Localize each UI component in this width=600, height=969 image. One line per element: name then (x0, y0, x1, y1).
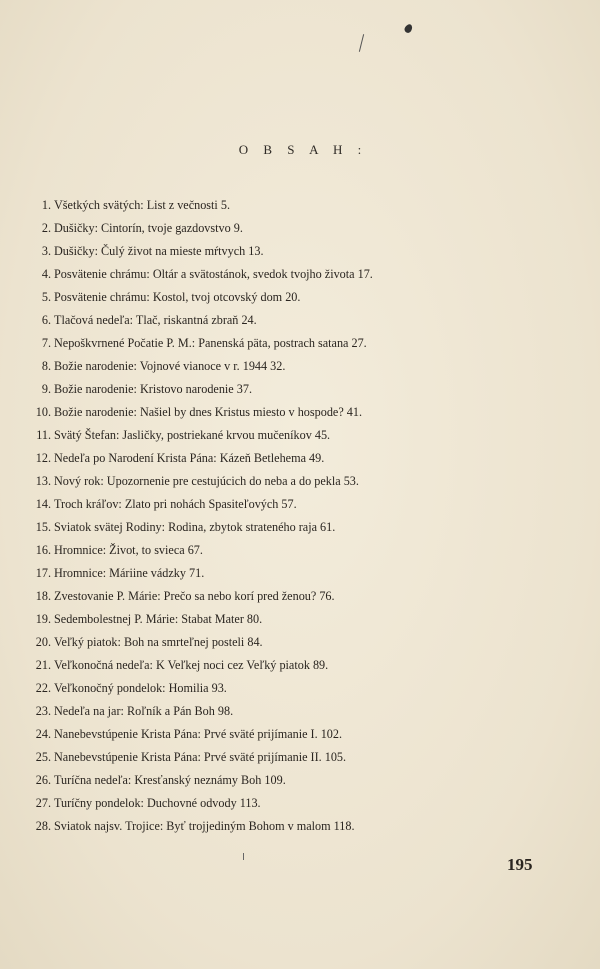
entry-number: 2. (41, 221, 51, 235)
entry-text: Dušičky: Čulý život na mieste mŕtvych 13. (54, 244, 264, 258)
entry-number: 22. (35, 681, 51, 695)
entry-number: 19. (35, 612, 51, 626)
entry-text: Božie narodenie: Vojnové vianoce v r. 1944 32. (54, 359, 286, 373)
entry-text: Svätý Štefan: Jasličky, postriekané krvou mučeníkov 45. (54, 428, 331, 442)
entry-text: Nepoškvrnené Počatie P. M.: Panenská päta, postrach satana 27. (54, 336, 367, 350)
entry-number: 6. (41, 313, 51, 327)
entry-number: 18. (35, 589, 51, 603)
page-number: 195 (507, 855, 533, 874)
entry-number: 10. (35, 405, 51, 419)
entry-text: Nedeľa po Narodení Krista Pána: Kázeň Betlehema 49. (54, 451, 325, 465)
entry-text: Nanebevstúpenie Krista Pána: Prvé sväté prijímanie I. 102. (54, 727, 343, 741)
entry-text: Božie narodenie: Kristovo narodenie 37. (54, 382, 252, 396)
entry-number: 25. (35, 750, 51, 764)
entry-number: 13. (35, 474, 51, 488)
entry-text: Troch kráľov: Zlato pri nohách Spasiteľových 57. (54, 497, 297, 511)
entry-text: Posvätenie chrámu: Kostol, tvoj otcovský dom 20. (54, 290, 301, 304)
entry-text: Nanebevstúpenie Krista Pána: Prvé sväté prijímanie II. 105. (54, 750, 347, 764)
entry-number: 7. (41, 336, 51, 350)
entry-number: 21. (35, 658, 51, 672)
entry-text: Dušičky: Cintorín, tvoje gazdovstvo 9. (54, 221, 243, 235)
entry-text: Sviatok svätej Rodiny: Rodina, zbytok strateného raja 61. (54, 520, 336, 534)
entry-text: Turíčny pondelok: Duchovné odvody 113. (54, 796, 261, 810)
entry-number: 17. (35, 566, 51, 580)
entry-text: Tlačová nedeľa: Tlač, riskantná zbraň 24. (54, 313, 257, 327)
entry-text: Hromnice: Život, to svieca 67. (54, 543, 203, 557)
entry-text: Všetkých svätých: List z večnosti 5. (54, 198, 231, 212)
entry-number: 4. (41, 267, 51, 281)
entry-text: Sviatok najsv. Trojice: Byť trojjediným Bohom v malom 118. (54, 819, 355, 833)
entry-number: 12. (35, 451, 51, 465)
entry-number: 11. (36, 428, 51, 442)
entry-number: 27. (35, 796, 51, 810)
entry-text: Posvätenie chrámu: Oltár a svätostánok, svedok tvojho života 17. (54, 267, 373, 281)
entry-number: 26. (35, 773, 51, 787)
entry-number: 14. (35, 497, 51, 511)
entry-text: Božie narodenie: Našiel by dnes Kristus miesto v hospode? 41. (54, 405, 363, 419)
entry-number: 28. (35, 819, 51, 833)
entry-text: Veľkonočný pondelok: Homilia 93. (54, 681, 227, 695)
entry-text: Nový rok: Upozornenie pre cestujúcich do neba a do pekla 53. (54, 474, 359, 488)
entry-number: 9. (41, 382, 51, 396)
entry-number: 1. (41, 198, 51, 212)
entry-text: Turíčna nedeľa: Kresťanský neznámy Boh 109. (54, 773, 286, 787)
entry-text: Sedembolestnej P. Márie: Stabat Mater 80. (54, 612, 263, 626)
entry-number: 3. (41, 244, 51, 258)
entry-text: Veľký piatok: Boh na smrteľnej posteli 84. (54, 635, 263, 649)
entry-number: 24. (35, 727, 51, 741)
entry-text: Veľkonočná nedeľa: K Veľkej noci cez Veľký piatok 89. (54, 658, 329, 672)
entry-text: Hromnice: Máriine vádzky 71. (54, 566, 205, 580)
entry-text: Nedeľa na jar: Roľník a Pán Boh 98. (54, 704, 234, 718)
entry-number: 5. (41, 290, 51, 304)
entry-number: 16. (35, 543, 51, 557)
entry-number: 23. (35, 704, 51, 718)
entry-text: Zvestovanie P. Márie: Prečo sa nebo korí pred ženou? 76. (54, 589, 335, 603)
entry-number: 15. (35, 520, 51, 534)
entry-number: 20. (35, 635, 51, 649)
page-title: O B S A H : (238, 142, 368, 157)
entry-number: 8. (41, 359, 51, 373)
printer-mark (243, 853, 244, 860)
pencil-mark (359, 34, 364, 52)
ink-spot (403, 23, 414, 34)
